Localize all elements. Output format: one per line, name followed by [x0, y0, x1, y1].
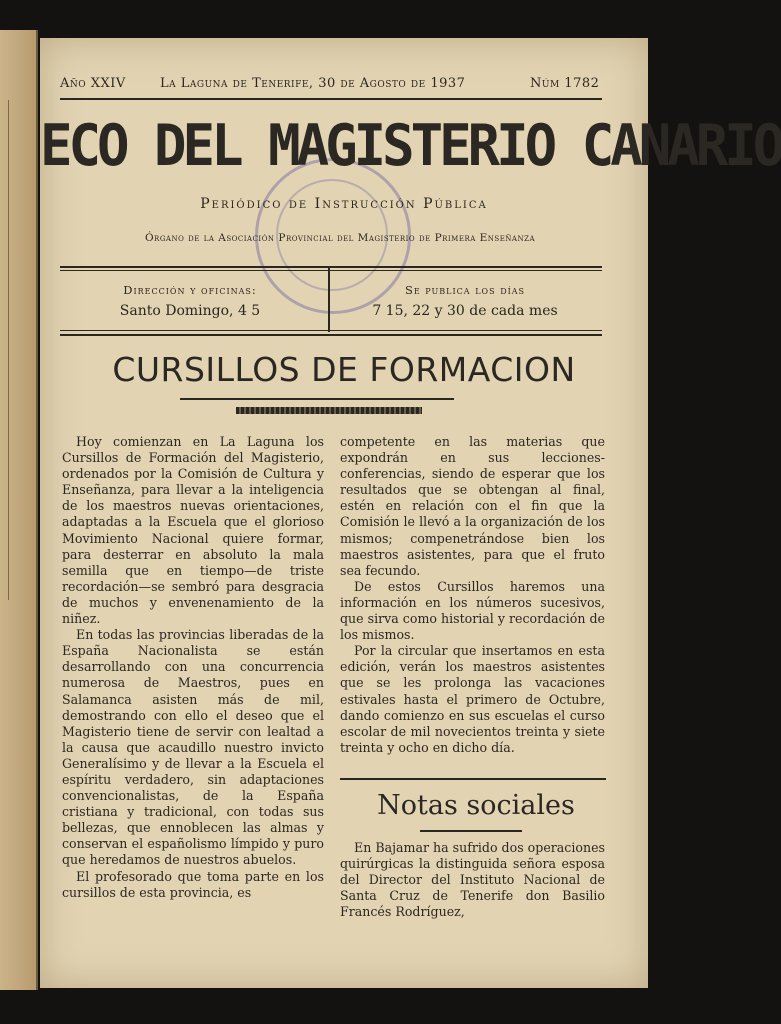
header-rule	[60, 98, 602, 100]
paragraph: Por la circular que insertamos en esta edición, verán los maestros asistentes que se les prolonga las vacaciones estivales hasta el primero de Octubre, dando comienzo en sus escuelas el curso escolar de mil novecientos treinta y siete treinta y ocho en dicho día.	[340, 643, 605, 755]
paragraph: El profesorado que toma parte en los cursillos de esta provincia, es	[62, 868, 324, 900]
issue-number: Núm 1782	[530, 76, 600, 91]
address-block	[60, 283, 320, 319]
address-divider	[328, 266, 330, 332]
notas-heading: Notas sociales	[377, 790, 575, 821]
headline-ornament	[236, 407, 422, 414]
address-value: Santo Domingo, 4 5	[119, 303, 261, 319]
masthead-rule-bottom	[60, 330, 602, 331]
paragraph: De estos Cursillos haremos una información en los números sucesivos, que sirva como historial y recordación de los mismos.	[340, 578, 605, 643]
year: Año XXIV	[60, 76, 126, 91]
notas-column	[340, 840, 605, 920]
article-headline: CURSILLOS DE FORMACION	[112, 350, 576, 389]
masthead-rule-top	[60, 266, 602, 268]
paragraph: competente en las materias que expondrán en sus lecciones-conferencias, siendo de esperar que los resultados que se obtengan al final, estén en relación con el fin que la Comisión le llevó a la organización de los mismos; compenetrándose bien los maestros asistentes, para que el fruto sea fecundo.	[340, 434, 605, 578]
address-label: Dirección y oficinas:	[123, 283, 257, 297]
adjacent-page-edge	[0, 30, 38, 990]
newspaper-page	[40, 38, 781, 988]
publication-block	[340, 283, 590, 319]
place-date: La Laguna de Tenerife, 30 de Agosto de 1937	[160, 76, 466, 91]
headline-rule	[180, 398, 454, 400]
paragraph: En todas las provincias liberadas de la España Nacionalista se están desarrollando con una concurrencia numerosa de Maestros, pues en Salamanca asisten más de mil, demostrando con ello el deseo que el Magisterio tiene de servir con lealtad a la causa que acaudillo nuestro invicto Generalísimo y de llevar a la Escuela el espíritu verdadero, sin adaptaciones convencionalistas, de la España cristiana y tradicional, con todas sus bellezas, que ennoblecen las almas y conservan el españolismo límpido y puro que heredamos de nuestros abuelos.	[62, 627, 324, 868]
article-right-column	[340, 434, 605, 756]
masthead-subtitle: Periódico de Instrucción Pública	[200, 196, 488, 212]
notas-rule-bottom	[420, 830, 522, 832]
paragraph: Hoy comienzan en La Laguna los Cursillos de Formación del Magisterio, ordenados por la Comisión de Cultura y Enseñanza, para llevar a la inteligencia de los maestros nuevas orientaciones, adaptadas a la Escuela que el glorioso Movimiento Nacional quiere formar, para desterrar en absoluto la mala semilla que en tiempo—de triste recordación—se sembró para desgracia de muchos y envenenamiento de la niñez.	[62, 434, 324, 627]
masthead-organ: Órgano de la Asociación Provincial del Magisterio de Primera Enseñanza	[144, 232, 536, 244]
paragraph: En Bajamar ha sufrido dos operaciones quirúrgicas la distinguida señora esposa del Director del Instituto Nacional de Santa Cruz de Tenerife don Basilio Francés Rodríguez,	[340, 840, 605, 920]
notas-rule-top	[340, 778, 606, 780]
header-line	[60, 76, 600, 96]
masthead-title: ECO DEL MAGISTERIO CANARIO	[40, 112, 781, 179]
article-left-column	[62, 434, 324, 901]
publication-value: 7 15, 22 y 30 de cada mes	[372, 303, 558, 319]
publication-label: Se publica los días	[404, 283, 526, 297]
